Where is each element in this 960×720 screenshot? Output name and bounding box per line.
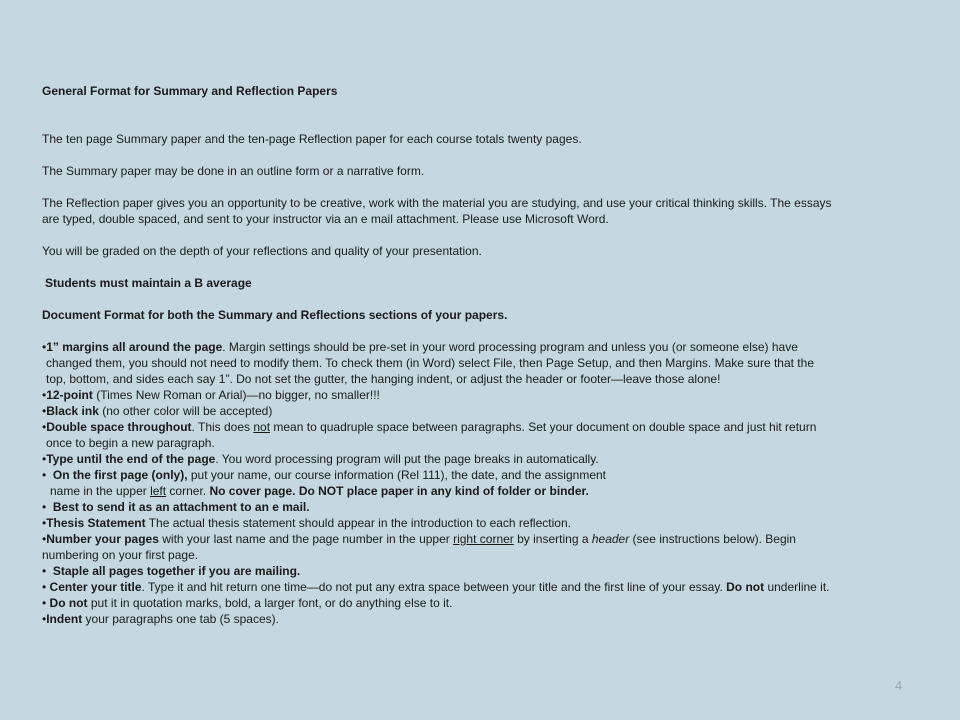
- center-title-text-a: . Type it and hit return one time—do not put any extra space between your title and the first line of your essay.: [141, 580, 727, 594]
- first-page-underlined: left: [150, 484, 167, 498]
- bullet: •: [42, 516, 47, 530]
- number-pages-underlined: right corner: [453, 532, 514, 546]
- bullet: •: [42, 596, 47, 610]
- list-item-margins: [42, 339, 798, 355]
- number-pages-text-c: (see instructions below). Begin: [629, 532, 796, 546]
- list-item-type-until: [42, 451, 599, 467]
- first-page-bold: On the first page (only),: [52, 468, 188, 482]
- list-item-center-title: [42, 579, 830, 595]
- indent-text: your paragraphs one tab (5 spaces).: [82, 612, 279, 626]
- do-not-text: put it in quotation marks, bold, a larger font, or do anything else to it.: [87, 596, 453, 610]
- ink-text: (no other color will be accepted): [98, 404, 273, 418]
- number-pages-bold: Number your pages: [46, 532, 159, 546]
- bullet: •: [42, 388, 47, 402]
- margins-bold: 1” margins all around the page: [46, 340, 223, 354]
- list-item-double-space-line-2: once to begin a new paragraph.: [46, 436, 215, 450]
- double-space-underlined: not: [253, 420, 271, 434]
- center-title-bold: Center your title: [49, 580, 142, 594]
- staple-bold: Staple all pages together if you are mailing.: [52, 564, 301, 578]
- number-pages-text-a: with your last name and the page number in the upper: [158, 532, 454, 546]
- list-item-ink: [42, 403, 272, 419]
- bullet: •: [42, 612, 47, 626]
- list-item-indent: [42, 611, 279, 627]
- number-pages-text-b: by inserting a: [513, 532, 592, 546]
- list-item-number-pages-line-2: numbering on your first page.: [42, 548, 199, 562]
- bullet: •: [42, 500, 47, 514]
- first-page-text: put your name, our course information (Rel 111), the date, and the assignment: [187, 468, 606, 482]
- list-item-first-page-line-2: [50, 483, 589, 499]
- number-pages-italic: header: [591, 532, 630, 546]
- bullet: •: [42, 420, 47, 434]
- list-item-double-space: [42, 419, 816, 435]
- list-item-thesis: [42, 515, 571, 531]
- double-space-bold: Double space throughout: [46, 420, 192, 434]
- list-item-margins-line-3: top, bottom, and sides each say 1”. Do not set the gutter, the hanging indent, or adjust the header or footer—leave those alone!: [46, 372, 721, 386]
- page-number: 4: [895, 678, 903, 693]
- average-requirement: Students must maintain a B average: [45, 276, 252, 290]
- bullet: •: [42, 404, 47, 418]
- center-title-text-b: underline it.: [764, 580, 830, 594]
- list-item-do-not: [42, 595, 452, 611]
- bullet: •: [42, 564, 47, 578]
- margins-text: . Margin settings should be pre-set in your word processing program and unless you (or someone else) have: [222, 340, 798, 354]
- bullet: •: [42, 580, 47, 594]
- intro-paragraph-4: You will be graded on the depth of your reflections and quality of your presentation.: [42, 244, 482, 258]
- list-item-margins-line-2: changed them, you should not need to modify them. To check them (in Word) select File, then Page Setup, and then Margins. Make sure that the: [46, 356, 814, 370]
- attachment-bold: Best to send it as an attachment to an e mail.: [52, 500, 310, 514]
- intro-paragraph-2: The Summary paper may be done in an outline form or a narrative form.: [42, 164, 425, 178]
- type-until-bold: Type until the end of the page: [46, 452, 216, 466]
- first-page-line2-b: corner.: [166, 484, 210, 498]
- list-item-attachment: [42, 499, 310, 515]
- bullet: •: [42, 468, 47, 482]
- intro-paragraph-3-line-2: are typed, double spaced, and sent to your instructor via an e mail attachment. Please use Microsoft Word.: [42, 212, 609, 226]
- first-page-line2-a: name in the upper: [50, 484, 151, 498]
- list-item-staple: [42, 563, 300, 579]
- type-until-text: . You word processing program will put the page breaks in automatically.: [215, 452, 599, 466]
- double-space-text-b: mean to quadruple space between paragraphs. Set your document on double space and just hit return: [270, 420, 817, 434]
- list-item-first-page: [42, 467, 606, 483]
- double-space-text-a: . This does: [191, 420, 254, 434]
- indent-bold: Indent: [46, 612, 83, 626]
- do-not-bold: Do not: [49, 596, 88, 610]
- ink-bold: Black ink: [46, 404, 99, 418]
- thesis-bold: Thesis Statement: [46, 516, 146, 530]
- thesis-text: The actual thesis statement should appear in the introduction to each reflection.: [145, 516, 571, 530]
- intro-paragraph-3-line-1: The Reflection paper gives you an opportunity to be creative, work with the material you are studying, and use your critical thinking skills. The essays: [42, 196, 832, 210]
- list-item-number-pages: [42, 531, 796, 547]
- intro-paragraph-1: The ten page Summary paper and the ten-page Reflection paper for each course totals twenty pages.: [42, 132, 582, 146]
- list-item-font-size: [42, 387, 380, 403]
- font-size-bold: 12-point: [46, 388, 93, 402]
- bullet: •: [42, 452, 47, 466]
- center-title-bold-2: Do not: [726, 580, 765, 594]
- section-heading: Document Format for both the Summary and Reflections sections of your papers.: [42, 308, 508, 322]
- first-page-line2-bold: No cover page. Do NOT place paper in any kind of folder or binder.: [209, 484, 589, 498]
- font-size-text: (Times New Roman or Arial)—no bigger, no smaller!!!: [92, 388, 380, 402]
- bullet: •: [42, 340, 47, 354]
- bullet: •: [42, 532, 47, 546]
- document-title: General Format for Summary and Reflection Papers: [42, 84, 338, 98]
